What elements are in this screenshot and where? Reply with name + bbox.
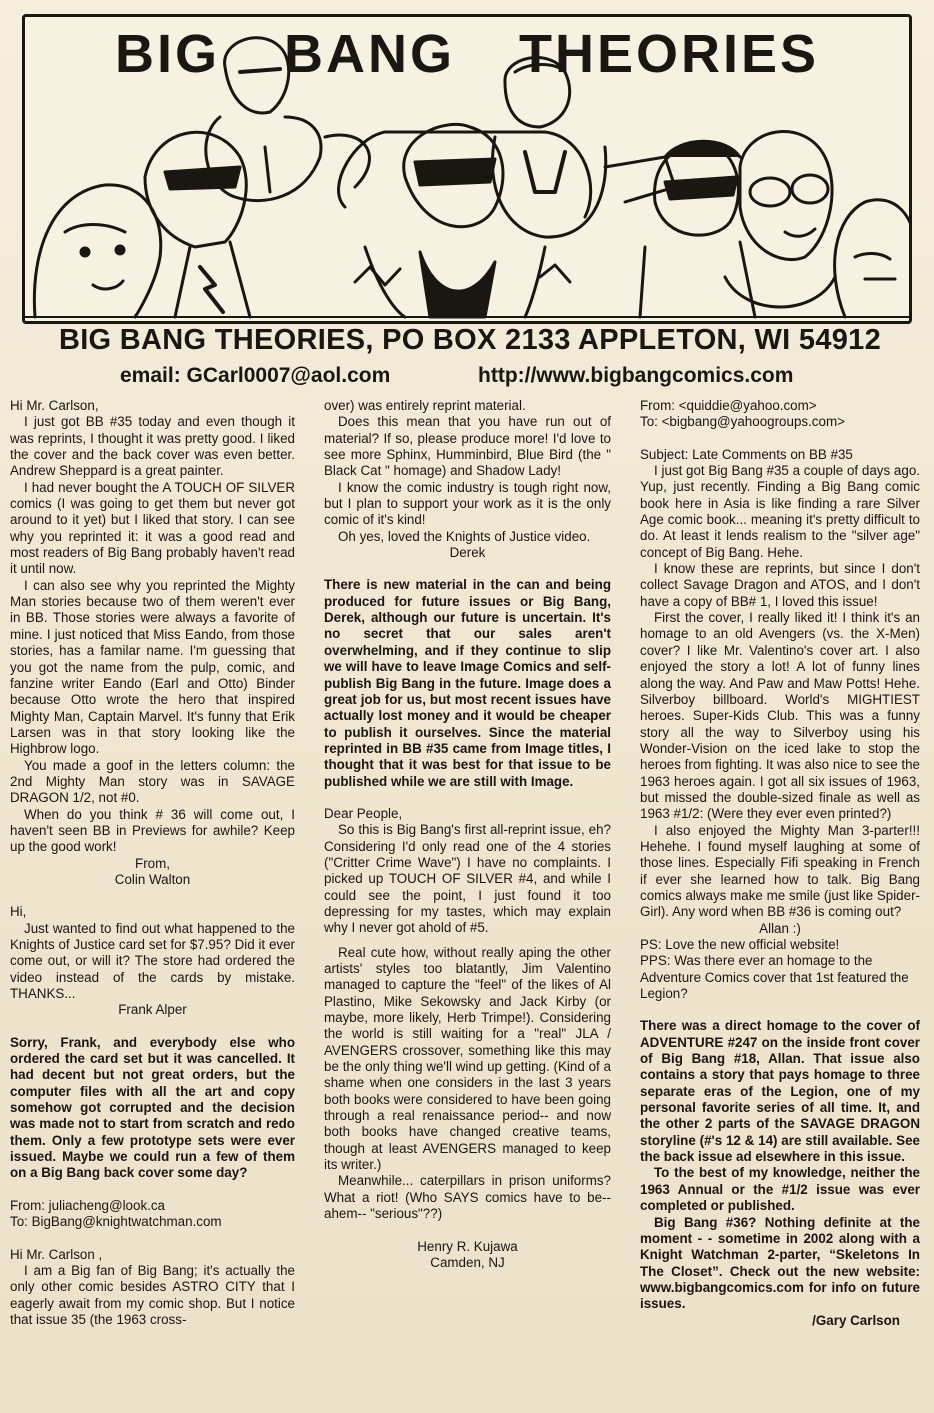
letter-signature: Colin Walton <box>114 871 191 887</box>
editor-signature: /Gary Carlson <box>812 1312 900 1328</box>
email-to: To: <bigbang@yahoogroups.com> <box>640 414 845 430</box>
website-url: http://www.bigbangcomics.com <box>478 364 794 387</box>
letter-paragraph: I just got BB #35 today and even though it was reprints, I thought it was pretty good. I liked the cover and the back cover was even better. Andrew Sheppard is a great painter. <box>10 414 295 479</box>
letter-postscript: PS: Love the new official website! <box>640 937 840 952</box>
letter-paragraph: Does this mean that you have run out of material? If so, please produce more! I'd love to see more Sphinx, Humminbird, Blue Bird (the " Black Cat " homage) and Shadow Lady! <box>324 414 611 479</box>
letter-greeting: Hi, <box>10 904 27 920</box>
editor-reply: There was a direct homage to the cover of ADVENTURE #247 on the inside front cover of Big Bang #18, Allan. That issue also contains a story that pays homage to three separate eras of the Legion, one of my personal favorite series of all time. It, and the other 2 parts of the SAVAGE DRAGON storyline (#'s 12 & 14) are still available. See the back issue ad elsewhere in this issue. <box>640 1018 920 1165</box>
letter-paragraph: When do you think # 36 will come out, I haven't seen BB in Previews for awhile? Keep up the good work! <box>10 806 295 855</box>
letter-paragraph: I know the comic industry is tough right now, but I plan to support your work as it is the only comic of it's kind! <box>324 479 611 528</box>
header-banner <box>22 14 912 324</box>
letter-paragraph: I had never bought the A TOUCH OF SILVER comics (I was going to get them but never got around to it yet) but I liked that story. I can see why you reprinted it: it was a good read and most readers of Big Bang probably haven't read it until now. <box>10 479 295 577</box>
email-from: From: <quiddie@yahoo.com> <box>640 398 817 413</box>
letter-signature: Henry R. Kujawa <box>417 1238 518 1254</box>
email-to: To: BigBang@knightwatchman.com <box>10 1214 222 1230</box>
editor-reply: There is new material in the can and being produced for future issues or Big Bang, Derek, although our future is uncertain. It's no secret that our sales aren't overwhelming, and if they continue to slip we will have to leave Image Comics and self-publish Big Bang in the future. Image does a great job for us, but most recent issues have actually lost money and it would be cheaper to publish it ourselves. Since the material reprinted in BB #35 came from Image titles, I thought that it was best for that issue to be published while we are still with Image. <box>324 577 611 789</box>
letter-paragraph: I just got Big Bang #35 a couple of days ago. Yup, just recently. Finding a Big Bang comic book here in Asia is like finding a rare Silver Age comic book... meaning it's pretty difficult to do. At least it lends realism to the "silver age" concept of Big Bang. Hehe. <box>640 463 920 560</box>
letter-greeting: Hi Mr. Carlson, <box>10 398 99 413</box>
column-left <box>10 398 295 1328</box>
letter-signature: Allan :) <box>759 920 801 936</box>
email-from: From: juliacheng@look.ca <box>10 1197 166 1213</box>
letter-paragraph: I know these are reprints, but since I don't collect Savage Dragon and ATOS, and I don't have a copy of BB# 1, I loved this issue! <box>640 561 920 609</box>
email-address: email: GCarl0007@aol.com <box>120 364 391 387</box>
letter-closing: From, <box>135 855 170 871</box>
mailing-address: BIG BANG THEORIES, PO BOX 2133 APPLETON, WI 54912 <box>58 324 882 356</box>
letter-greeting: Dear People, <box>324 805 403 821</box>
letter-paragraph: Real cute how, without really aping the other artists' styles too blatantly, Jim Valentino managed to capture the "feel" of the likes of Al Plastino, Mike Sekowsky and Jack Kirby (or maybe, more likely, Herb Trimpe!). Considering the world is still waiting for a "real" JLA / AVENGERS crossover, something like this may be the only thing we'll wind up getting. (Kind of a shame when one considers in the last 3 years both books were considered to have been going through a real renaissance period-- and now both books have changed creative teams, though at least AVENGERS managed to keep its writer.) <box>324 944 611 1173</box>
editor-reply: Big Bang #36? Nothing definite at the moment - - sometime in 2002 along with a Knight Watchman 2-parter, “Skeletons In The Closet”. Check out the new website: www.bigbangcomics.com for info on future issues. <box>640 1214 920 1312</box>
letter-signature: Frank Alper <box>118 1002 187 1018</box>
editor-reply: Sorry, Frank, and everybody else who ordered the card set but it was cancelled. It had decent but not great orders, but the computer files with all the art and copy somehow got corrupted and the decision was made not to start from scratch and redo them. Only a few prototype sets were ever issued. Maybe we could run a few of them on a Big Bang back cover some day? <box>10 1034 295 1181</box>
email-subject: Subject: Late Comments on BB #35 <box>640 446 853 462</box>
letter-paragraph: Meanwhile... caterpillars in prison uniforms? What a riot! (Who SAYS comics have to be-- ahem-- "serious"??) <box>324 1173 611 1222</box>
letter-paragraph: Just wanted to find out what happened to the Knights of Justice card set for $7.95? Did it ever come out, or will it? The store had ordered the video instead of the cards by mistake. THANKS... <box>10 920 295 1002</box>
letter-signature: Derek <box>449 545 486 561</box>
letter-paragraph: You made a goof in the letters column: the 2nd Mighty Man story was in SAVAGE DRAGON 1/2, not #0. <box>10 757 295 806</box>
letter-paragraph: I am a Big fan of Big Bang; it's actually the only other comic besides ASTRO CITY that I eagerly await from my comic shop. But I notice that issue 35 (the 1963 cross- <box>10 1262 295 1327</box>
letter-paragraph: over) was entirely reprint material. <box>324 398 526 413</box>
letter-paragraph: I also enjoyed the Mighty Man 3-parter!!! Hehehe. I found myself laughing at some of those lines. Especially Fifi speaking in French if ever she learned how to talk. Big Bang comics always make me smile (just like Spider-Girl). Any word when BB #36 is coming out? <box>640 822 920 920</box>
letter-postscript: PPS: Was there ever an homage to the Adventure Comics cover that 1st featured the Legion? <box>640 953 909 1002</box>
column-right <box>640 398 920 1329</box>
column-middle <box>324 398 611 1271</box>
editor-reply: To the best of my knowledge, neither the 1963 Annual or the #1/2 issue was ever completed or published. <box>640 1165 920 1214</box>
letter-greeting: Hi Mr. Carlson , <box>10 1246 103 1262</box>
letter-paragraph: First the cover, I really liked it! I think it's an homage to an old Avengers (vs. the X-Men) cover? I like Mr. Valentino's cover art. I also enjoyed the story a lot! A lot of funny lines along the way. And Paw and Maw Potts! Hehe. Silverboy billboard. World's MIGHTIEST heroes. Super-Kids Club. This was a funny story all the way to Silverboy using his Wonder-Vision on the iced lake to stop the heroes from fighting. It was also nice to see the 1963 heroes again. I got all six issues of 1963, but missed the double-sized finale as well as 1963 #1/2: (Were they ever even printed?) <box>640 610 920 822</box>
letter-location: Camden, NJ <box>430 1254 505 1270</box>
banner-title: BIG BANG THEORIES <box>114 24 820 84</box>
letter-paragraph: Oh yes, loved the Knights of Justice video. <box>338 528 591 544</box>
letter-paragraph: I can also see why you reprinted the Mighty Man stories because two of them weren't ever in BB. Those stories were always a favorite of mine. I just noticed that Miss Eando, from those stories, has a familar name. I'm guessing that you got the name from the pulp, comic, and fanzine writer Eando (Earl and Otto) Binder because Otto wrote the hero that inspired Mighty Man, Captain Marvel. It's funny that Erik Larsen was in that story looking like the Highbrow logo. <box>10 577 295 757</box>
letter-paragraph: So this is Big Bang's first all-reprint issue, eh? Considering I'd only read one of the 4 stories ("Critter Crime Wave") I have no complaints. I picked up TOUCH OF SILVER #4, and while I could see the point, I just found it too depressing for my tastes, which may explain why I never got ahold of #5. <box>324 822 611 936</box>
